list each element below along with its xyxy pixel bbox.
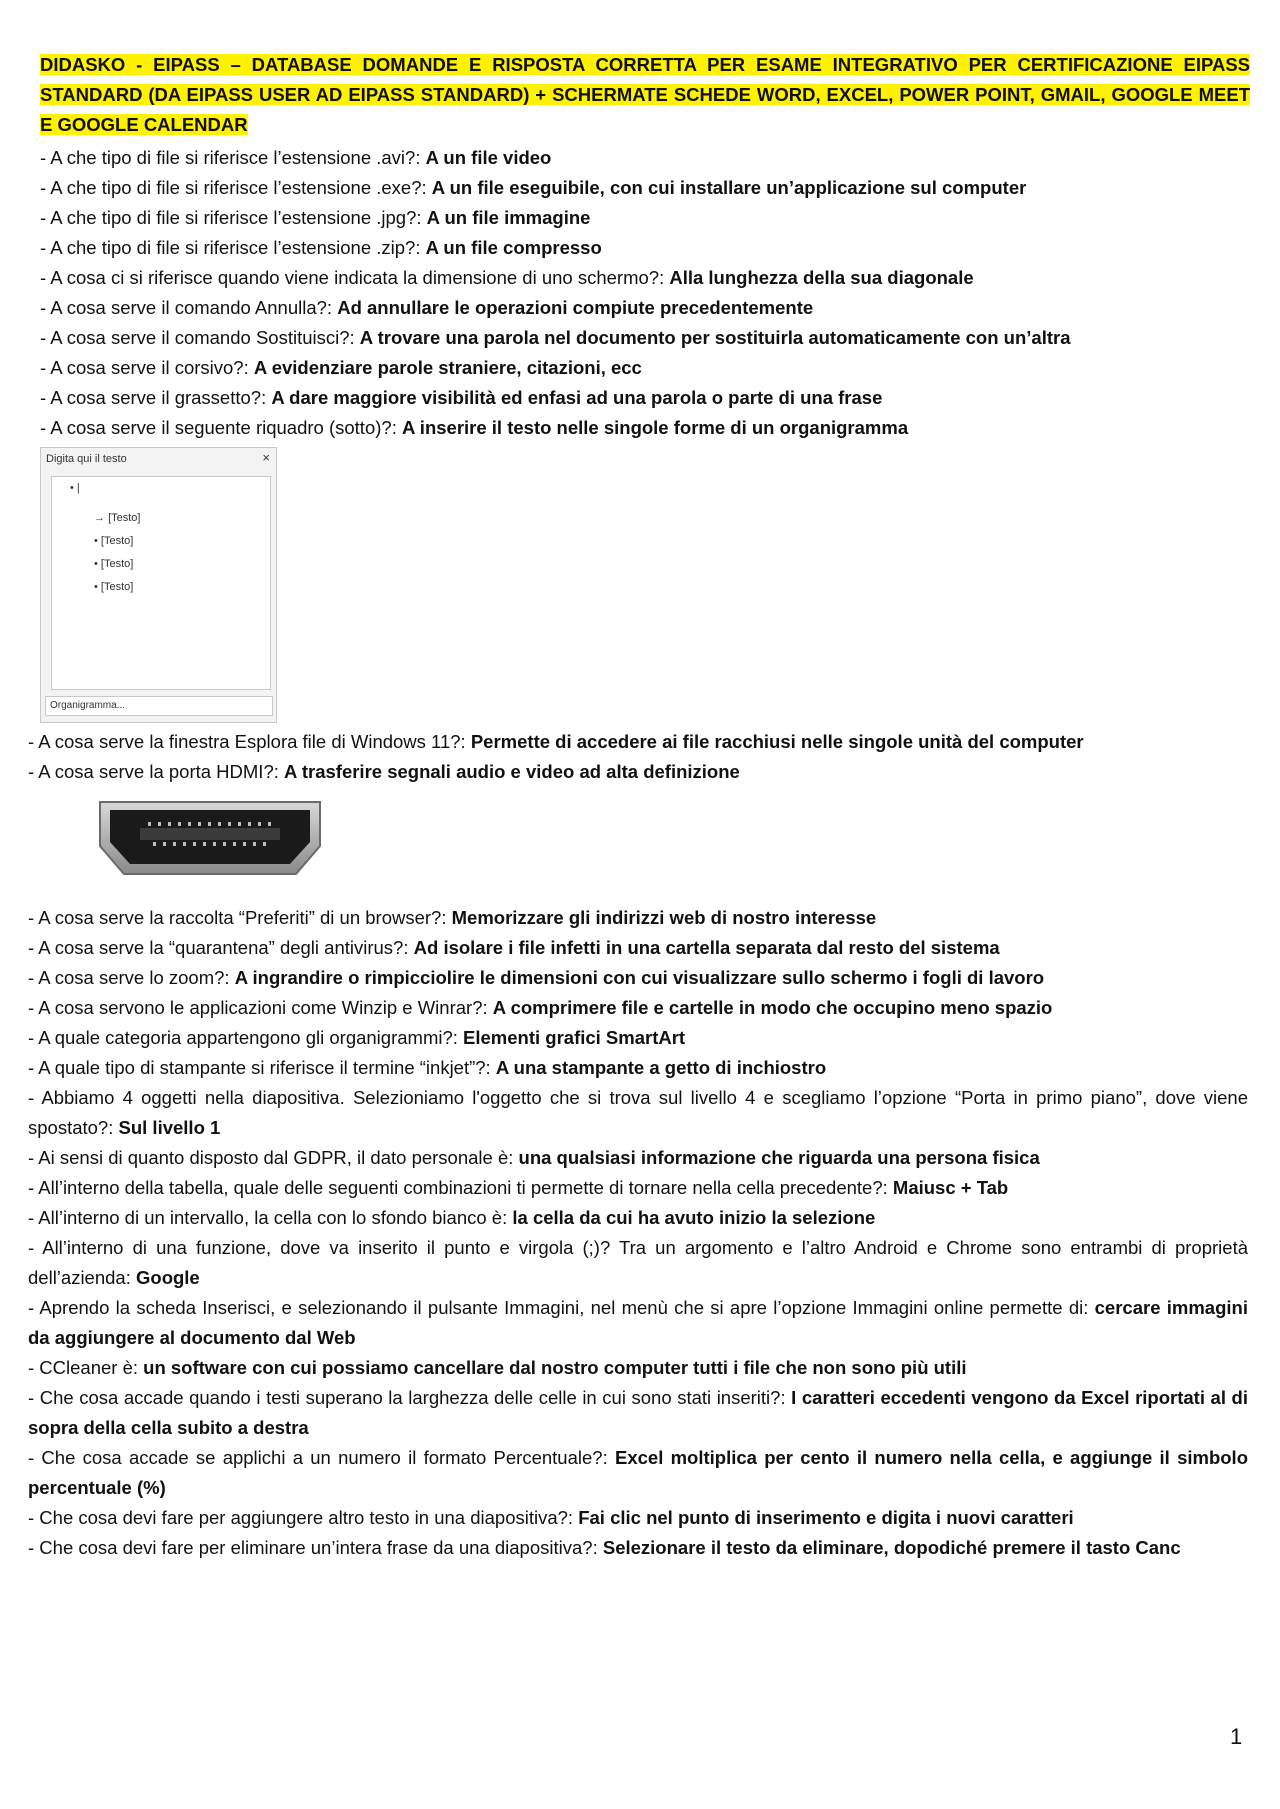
qa-item: - Aprendo la scheda Inserisci, e selezionando il pulsante Immagini, nel menù che si apre l’opzione Immagini online permette di: cercare immagini da aggiungere al documento dal Web [28, 1297, 1248, 1348]
qa-item: - All’interno di un intervallo, la cella con lo sfondo bianco è: la cella da cui ha avuto inizio la selezione [28, 1207, 876, 1228]
qa-item: - A cosa serve la raccolta “Preferiti” di un browser?: Memorizzare gli indirizzi web di nostro interesse [28, 907, 877, 928]
qa-item: - A cosa serve il corsivo?: A evidenziare parole straniere, citazioni, ecc [40, 357, 642, 378]
qa-item: - CCleaner è: un software con cui possiamo cancellare dal nostro computer tutti i file che non sono più utili [28, 1357, 967, 1378]
bullet-icon: • | [70, 482, 80, 494]
list-item: → [Testo] [94, 512, 141, 524]
document-title [40, 50, 1250, 140]
qa-item: - A cosa serve il seguente riquadro (sotto)?: A inserire il testo nelle singole forme di un organigramma [40, 417, 909, 438]
pane-titlebar [44, 452, 272, 468]
qa-item: - Che cosa accade quando i testi superano la larghezza delle celle in cui sono stati inseriti?: I caratteri eccedenti vengono da Excel riportati al di sopra della cella subito a destra [28, 1387, 1248, 1438]
qa-item: - All’interno di una funzione, dove va inserito il punto e virgola (;)? Tra un argomento e l’altro Android e Chrome sono entrambi di proprietà dell’azienda: Google [28, 1237, 1248, 1288]
qa-item: - A cosa serve il comando Annulla?: Ad annullare le operazioni compiute precedentemente [40, 297, 814, 318]
close-icon: × [262, 450, 270, 465]
list-item: • [Testo] [94, 535, 134, 547]
qa-item: - A che tipo di file si riferisce l’estensione .avi?: A un file video [40, 147, 552, 168]
qa-item: - A cosa serve la finestra Esplora file di Windows 11?: Permette di accedere ai file racchiusi nelle singole unità del computer [28, 731, 1084, 752]
list-item: • [Testo] [94, 581, 134, 593]
highlighted-title: DIDASKO - EIPASS – DATABASE DOMANDE E RISPOSTA CORRETTA PER ESAME INTEGRATIVO PER CERTIFICAZIONE EIPASS STANDARD (DA EIPASS USER AD EIPASS STANDARD) + SCHERMATE SCHEDE WORD, EXCEL, POWER POINT, GMAIL, GOOGLE MEET E GOOGLE CALENDAR [40, 54, 1250, 135]
pane-footer: Organigramma... [45, 696, 273, 716]
pane-title: Digita qui il testo [46, 453, 127, 465]
qa-item: - All’interno della tabella, quale delle seguenti combinazioni ti permette di tornare nella cella precedente?: Maiusc + Tab [28, 1177, 1009, 1198]
qa-item: - A quale tipo di stampante si riferisce il termine “inkjet”?: A una stampante a getto di inchiostro [28, 1057, 827, 1078]
qa-item: - Abbiamo 4 oggetti nella diapositiva. Selezioniamo l'oggetto che si trova sul livello 4 e scegliamo l’opzione “Porta in primo piano”, dove viene spostato?: Sul livello 1 [28, 1087, 1248, 1138]
smartart-text-pane-screenshot [40, 447, 277, 723]
page-number: 1 [1230, 1724, 1243, 1749]
qa-item: - Che cosa devi fare per eliminare un’intera frase da una diapositiva?: Selezionare il testo da eliminare, dopodiché premere il tasto Canc [28, 1537, 1181, 1558]
hdmi-port-image [96, 798, 324, 878]
qa-item: - A cosa ci si riferisce quando viene indicata la dimensione di uno schermo?: Alla lunghezza della sua diagonale [40, 267, 974, 288]
qa-item: - A che tipo di file si riferisce l’estensione .zip?: A un file compresso [40, 237, 602, 258]
qa-item: - A cosa serve la porta HDMI?: A trasferire segnali audio e video ad alta definizione [28, 761, 740, 782]
qa-item: - A quale categoria appartengono gli organigrammi?: Elementi grafici SmartArt [28, 1027, 686, 1048]
qa-item: - A cosa servono le applicazioni come Winzip e Winrar?: A comprimere file e cartelle in modo che occupino meno spazio [28, 997, 1053, 1018]
qa-item: - A cosa serve il comando Sostituisci?: A trovare una parola nel documento per sostituirla automaticamente con un’altra [40, 327, 1071, 348]
qa-item: - A cosa serve lo zoom?: A ingrandire o rimpicciolire le dimensioni con cui visualizzare sullo schermo i fogli di lavoro [28, 967, 1045, 988]
qa-item: - A cosa serve la “quarantena” degli antivirus?: Ad isolare i file infetti in una cartella separata dal resto del sistema [28, 937, 1000, 958]
list-item: • [Testo] [94, 558, 134, 570]
pane-text-area [51, 476, 271, 690]
qa-item: - A che tipo di file si riferisce l’estensione .jpg?: A un file immagine [40, 207, 591, 228]
qa-item: - A che tipo di file si riferisce l’estensione .exe?: A un file eseguibile, con cui installare un’applicazione sul computer [40, 177, 1027, 198]
qa-item: - Ai sensi di quanto disposto dal GDPR, il dato personale è: una qualsiasi informazione che riguarda una persona fisica [28, 1147, 1040, 1168]
qa-item: - A cosa serve il grassetto?: A dare maggiore visibilità ed enfasi ad una parola o parte di una frase [40, 387, 883, 408]
qa-item: - Che cosa accade se applichi a un numero il formato Percentuale?: Excel moltiplica per cento il numero nella cella, e aggiunge il simbolo percentuale (%) [28, 1447, 1248, 1498]
qa-item: - Che cosa devi fare per aggiungere altro testo in una diapositiva?: Fai clic nel punto di inserimento e digita i nuovi caratteri [28, 1507, 1074, 1528]
